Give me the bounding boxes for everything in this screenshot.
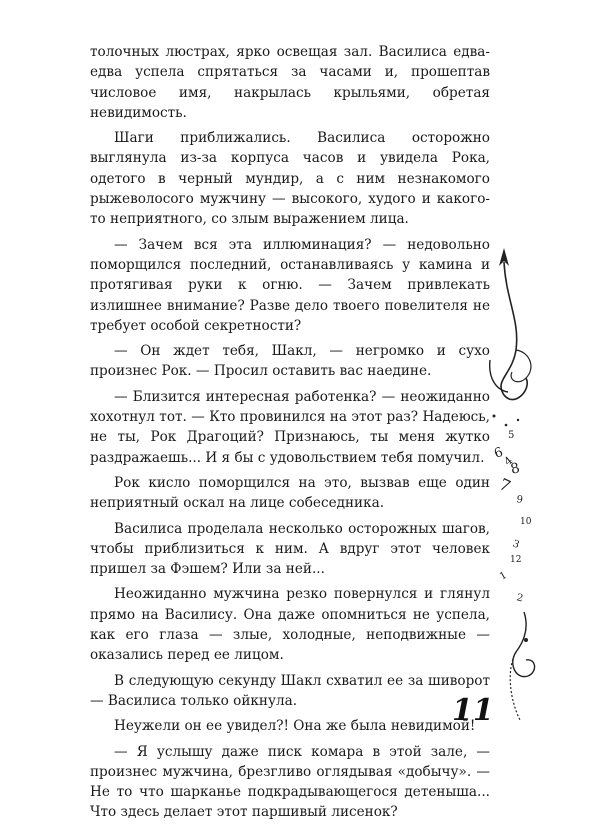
paragraph: — Зачем вся эта иллюминация? — недовольно поморщился последний, останавливаясь у камина и протягивая руки к огню. — Зачем привлекать излишнее внимание? Разве дело твоего повелителя не требует особой секретности? [90, 236, 490, 334]
tail-icon [510, 652, 520, 720]
paragraph: толочных люстрах, ярко освещая зал. Василиса едва-едва успела спрятаться за часами и, прошептав числовое имя, накрылась крыльями, обретая невидимость. [90, 44, 490, 121]
numeral: 8 [508, 460, 522, 478]
paragraph: — Я услышу даже писк комара в этой зале, — произнес мужчина, брезгливо оглядывая «добычу». — Не то что шарканье подкрадывающегося детеныша... Что здесь делает этот паршивый лисенок? [90, 743, 490, 821]
numeral: 10 [520, 517, 532, 527]
numeral: 7 [496, 474, 514, 496]
vine-icon [501, 262, 527, 400]
paragraph: Неожиданно мужчина резко повернулся и глянул прямо на Василису. Она даже опомниться не успела, как его глаза — злые, холодные, неподвижные — оказались перед ее лицом. [90, 586, 490, 664]
paragraph: — Он ждет тебя, Шакл, — негромко и сухо произнес Рок. — Просил оставить вас наедине. [90, 343, 490, 380]
numeral: 6 [492, 444, 506, 462]
numeral: 4 [501, 453, 516, 469]
paragraph: Неужели он ее увидел?! Она же была невидимой! [114, 718, 476, 735]
numeral: 12 [510, 555, 522, 565]
numeral: 1 [498, 569, 510, 583]
numeral: 5 [508, 430, 515, 441]
flourish-icon [513, 612, 535, 677]
numeral: 2 [515, 592, 525, 605]
paragraph: Василиса проделала несколько осторожных шагов, чтобы приблизиться к ним. А вдруг этот человек пришел за Фэшем? Или за ней... [90, 520, 490, 578]
page-text [90, 42, 490, 828]
numeral: 9 [515, 494, 524, 507]
paragraph: — Близится интересная работенка? — неожиданно хохотнул тот. — Кто провинился на этот раз? Надеюсь, не ты, Рок Драгоций? Признаюсь, ты меня жутко раздражаешь... И я бы с удовольствием тебя помучил. [90, 388, 490, 466]
paragraph: Шаги приближались. Василиса осторожно выглянула из-за корпуса часов и увидела Рока, одетого в черный мундир, а с ним незнакомого рыжеволосого мужчину — высокого, худого и какого-то неприятного, со злым выражением лица. [90, 130, 490, 228]
paragraph: Рок кисло поморщился на это, вызвав еще один неприятный оскал на лице собеседника. [90, 474, 490, 512]
decorative-clock-ornament [486, 240, 596, 740]
paragraph: В следующую секунду Шакл схватил ее за шиворот — Василиса только ойкнула. [90, 672, 490, 709]
numeral: 3 [510, 538, 521, 551]
swirl-icon [511, 350, 531, 382]
page-number: 11 [452, 693, 494, 728]
